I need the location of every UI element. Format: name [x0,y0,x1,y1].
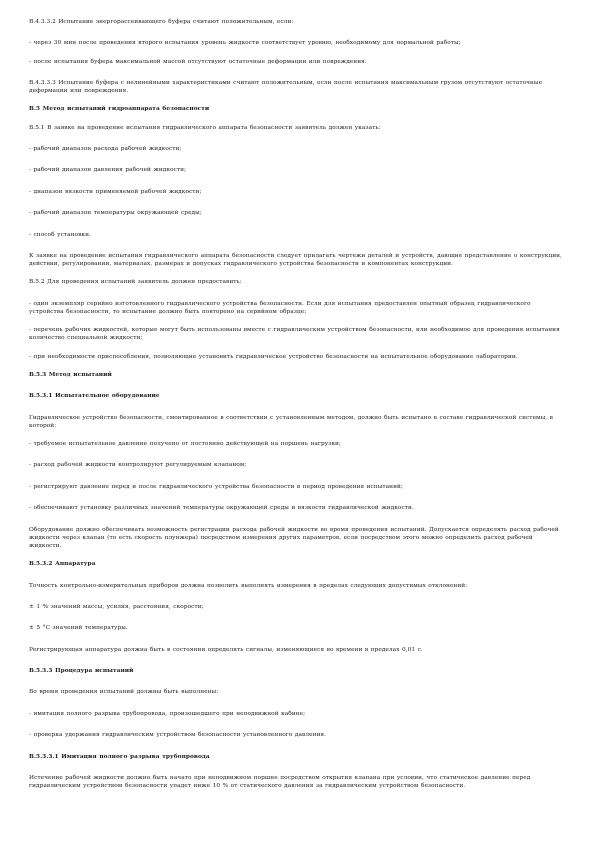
paragraph: В.4.3.3.2 Испытание энергорассеивающего буфера считают положительным, если: [29,19,294,25]
paragraph: В.5.2 Для проведения испытаний заявитель должен предоставить: [29,279,242,286]
subsection-heading: В.5.3.2 Аппаратура [29,561,96,568]
list-item: - обеспечивают установку различных значений температуры окружающей среды и вязкости гидравлической жидкости. [29,505,414,512]
tolerance-item: ± 5 °С значений температуры. [29,625,128,632]
paragraph: Гидравлическое устройство безопасности, смонтированное в соответствии с установленным методом, должно быть испытано в составе гидравлической системы, в которой: [29,414,553,429]
paragraph: К заявке на проведение испытания гидравлического аппарата безопасности следует прилагать чертежи деталей и устройств, дающие представление о конструкции, действии, регулировании, материалах, размерах и допусках гидравлического устройства безопасности и компонентах конструкции. [29,252,562,268]
list-item: - расход рабочей жидкости контролируют регулируемым клапаном; [29,462,247,469]
subsection-heading: В.5.3.3 Процедура испытаний [29,668,134,675]
section-heading: В.5.3 Метод испытаний [29,371,112,378]
paragraph: Регистрирующая аппаратура должна быть в состоянии определять сигналы, изменяющиеся во времени в пределах 0,01 с. [29,646,423,653]
paragraph: Во время проведения испытаний должны быть выполнены: [29,689,219,696]
list-item: - рабочий диапазон давления рабочей жидкости; [29,167,187,174]
paragraph: - после испытания буфера максимальной массой отсутствуют остаточные деформации или повреждения. [29,58,367,65]
list-item: - имитация полного разрыва трубопровода, произошедшего при неподвижной кабине; [29,710,306,717]
paragraph: В.4.3.3.3 Испытание буфера с нелинейными характеристиками считают положительным, если после испытания максимальным грузом отсутствуют остаточные деформации или повреждения. [29,79,543,95]
paragraph: Точность контрольно-измерительных приборов должна позволить выполнять измерения в пределах следующих допустимых отклонений: [29,582,468,589]
paragraph: - через 30 мин после проведения второго испытания уровень жидкости соответствует уровню, необходимому для нормальной работы; [29,40,461,47]
tolerance-item: ± 1 % значений массы, усилия, расстояния, скорости; [29,603,204,610]
list-item: - способ установки. [29,231,91,238]
list-item: - регистрируют давление перед и после гидравлического устройства безопасности в период проведения испытаний; [29,483,403,490]
list-item: - требуемое испытательное давление получено от постоянно действующей на поршень нагрузки; [29,440,341,447]
section-heading: В.5 Метод испытаний гидроаппарата безопасности [29,106,210,113]
paragraph: Истечение рабочей жидкости должно быть начато при неподвижном поршне посредством открытия клапана при условии, что статическое давление перед гидравлическим устройством безопасности упадет ниже 10 % от статического давления за гидравлическим устройством безопасности. [29,775,531,790]
document-page [29,18,566,804]
list-item: - рабочий диапазон расхода рабочей жидкости; [29,145,182,152]
list-item: - перечень рабочих жидкостей, которые могут быть использованы вместе с гидравлическим устройством безопасности, или необходимое для проведения испытания количество специальной жидкости; [29,327,560,342]
subsection-heading: В.5.3.1 Испытательное оборудование [29,393,160,400]
list-item: - один экземпляр серийно изготовленного гидравлического устройства безопасности. Если для испытания предоставлен опытный образец гидравлического устройства безопасности, то испытание должно быть повторено на серийном образце; [29,300,531,315]
paragraph: Оборудование должно обеспечивать возможность регистрации расхода рабочей жидкости во время проведения испытаний. Допускается определять расход рабочей жидкости через клапан (то есть скорость плунжера) посредством измерения других параметров, если посредством этого можно определить расход рабочей жидкости. [29,526,559,549]
list-item: - проверка удержания гидравлическим устройством безопасности установленного давления. [29,732,326,739]
paragraph: В.5.1 В заявке на проведение испытания гидравлического аппарата безопасности заявитель должен указать: [29,124,381,131]
subsection-heading: В.5.3.3.1 Имитация полного разрыва трубопровода [29,753,210,760]
list-item: - рабочий диапазон температуры окружающей среды; [29,210,202,217]
list-item: - диапазон вязкости применяемой рабочей жидкости; [29,188,202,195]
list-item: - при необходимости приспособления, позволяющие установить гидравлическое устройство безопасности на испытательное оборудование лаборатории. [29,353,518,360]
